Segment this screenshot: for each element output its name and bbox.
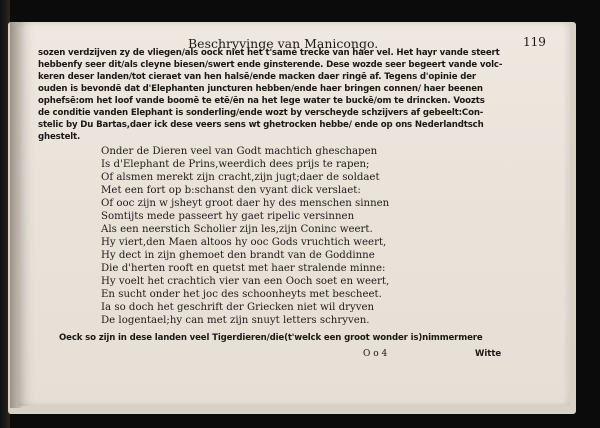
running-head: Beschryvinge van Manicongo.	[188, 36, 379, 51]
page-number: 119	[523, 35, 546, 49]
verse-line: En sucht onder het joc des schoonheyts met bescheet.	[101, 289, 382, 300]
verse-line: Onder de Dieren veel van Godt machtich gheschapen	[101, 146, 378, 157]
prose-line: keren deser landen/tot cieraet van hen halsē/ende macken daer ringē af. Tegens d'opinie der	[38, 72, 476, 82]
verse-line: Hy dect in zijn ghemoet den brandt van de Goddinne	[101, 250, 375, 261]
verse-line: Is d'Elephant de Prins,weerdich dees prijs te rapen;	[101, 159, 370, 170]
verse-line: Of alsmen merekt zijn cracht,zijn jugt;daer de soldaet	[101, 172, 380, 183]
verse-line: Met een fort op b:schanst den vyant dick verslaet:	[101, 185, 361, 196]
verse-line: Die d'herten rooft en quetst met haer stralende minne:	[101, 263, 386, 274]
verse-line: Hy voelt het crachtich vier van een Ooch soet en weert,	[101, 276, 390, 287]
prose-line: sozen verdzijven zy de vliegen/als oock niet het t'samé trecke van haer vel. Het hayr vande steert	[38, 48, 500, 58]
verse-line: Of ooc zijn w jsheyt groot daer hy des menschen sinnen	[101, 198, 390, 209]
verse-line: De logentael;hy can met zijn snuyt letters schryven.	[101, 315, 370, 326]
signature-mark: O o 4	[363, 349, 388, 359]
prose-line: de conditie vanden Elephant is sonderling/ende wozt by verscheyde schzijvers af gebeelt:Con-	[38, 108, 484, 118]
verse-line: Als een neerstich Scholier zijn les,zijn Coninc weert.	[101, 224, 373, 235]
verse-line: Hy viert,den Maen altoos hy ooc Gods vruchtich weert,	[101, 237, 387, 248]
catchword: Witte	[475, 349, 502, 359]
verse-line: Somtijts mede passeert hy gaet ripelic versinnen	[101, 211, 355, 222]
prose-line: ouden is bevondē dat d'Elephanten juncturen hebben/ende haer bringen connen/ haer beenen	[38, 84, 483, 94]
closing-prose-line: Oeck so zijn in dese landen veel Tigerdieren/die(t'welck een groot wonder is)nimmermere	[59, 333, 483, 343]
prose-line: ophefsē:om het loof vande boomē te etē/ēn na het lege water te buckē/om te drincken. Voozts	[38, 96, 485, 106]
prose-line: stelic by Du Bartas,daer ick dese veers sens wt ghetrocken hebbe/ ende op ons Nederlandtsch	[38, 120, 484, 130]
prose-line: hebbenfy seer dit/als cleyne biesen/swert ende ginsterende. Dese wozde seer begeert vande volc-	[38, 60, 503, 70]
verse-line: Ia so doch het geschrift der Griecken niet wil dryven	[101, 302, 375, 313]
prose-line: ghestelt.	[38, 132, 81, 142]
